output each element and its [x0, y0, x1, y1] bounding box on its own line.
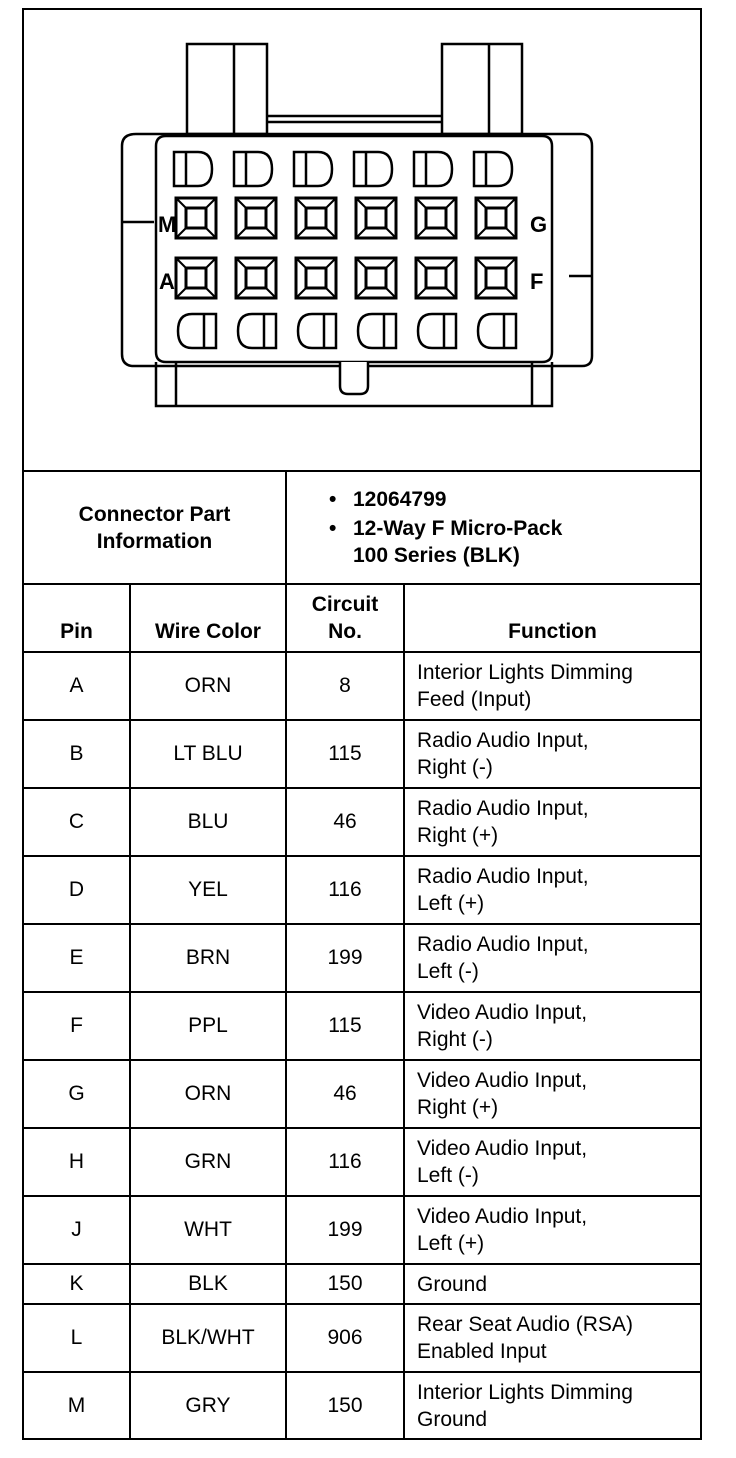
terminal-cavity — [178, 314, 216, 348]
wire-color-cell: BLK — [130, 1264, 286, 1304]
pin-cell: M — [24, 1372, 130, 1438]
wire-color-cell: GRY — [130, 1372, 286, 1438]
function-line: Left (+) — [417, 1232, 485, 1255]
pin-cell: J — [24, 1196, 130, 1264]
function-line: Ground — [417, 1407, 488, 1431]
table-row — [24, 856, 700, 924]
header-wire-color: Wire Color — [130, 584, 286, 652]
header-circuit-no: Circuit No. — [286, 584, 404, 652]
function-line: Ground — [417, 1272, 488, 1296]
function-line: Right (-) — [417, 756, 493, 779]
function-line: Video Audio Input, — [417, 1001, 588, 1024]
function-cell — [404, 856, 700, 924]
function-cell — [404, 1196, 700, 1264]
wire-color-cell: BLK/WHT — [130, 1304, 286, 1372]
connector-part-info-row — [24, 472, 700, 584]
circuit-cell: 199 — [286, 1196, 404, 1264]
table-row — [24, 1196, 700, 1264]
function-line: Radio Audio Input, — [417, 865, 589, 888]
circuit-cell: 115 — [286, 720, 404, 788]
circuit-cell: 46 — [286, 1060, 404, 1128]
wire-color-cell: WHT — [130, 1196, 286, 1264]
function-line: Left (-) — [417, 1164, 479, 1187]
pin-label-m: M — [158, 212, 177, 237]
circuit-cell: 116 — [286, 1128, 404, 1196]
pin-label-a: A — [159, 269, 175, 294]
terminal-cavity — [358, 314, 396, 348]
function-cell — [404, 1304, 700, 1372]
terminal-cavity — [234, 152, 272, 186]
table-row — [24, 924, 700, 992]
circuit-cell: 150 — [286, 1372, 404, 1438]
pin-cell: C — [24, 788, 130, 856]
circuit-cell: 199 — [286, 924, 404, 992]
wire-color-cell: ORN — [130, 652, 286, 720]
connector-skirt — [156, 362, 552, 406]
pin-label-g: G — [530, 212, 548, 237]
function-line: Right (+) — [417, 1096, 499, 1119]
table-row — [24, 720, 700, 788]
function-line: Radio Audio Input, — [417, 933, 589, 956]
connector-part-info-label: Connector Part Information — [24, 472, 286, 584]
pinout-table — [24, 472, 700, 1438]
pin-cell: H — [24, 1128, 130, 1196]
terminal-cavity — [474, 152, 512, 186]
connector-part-info-list — [286, 472, 700, 584]
function-line: Right (-) — [417, 1028, 493, 1051]
table-row — [24, 788, 700, 856]
function-line: Video Audio Input, — [417, 1205, 588, 1228]
wire-color-cell: GRN — [130, 1128, 286, 1196]
circuit-cell: 46 — [286, 788, 404, 856]
table-row — [24, 1060, 700, 1128]
wire-color-cell: LT BLU — [130, 720, 286, 788]
table-row — [24, 1372, 700, 1438]
function-line: Video Audio Input, — [417, 1069, 588, 1092]
function-cell — [404, 788, 700, 856]
terminal-cavity — [298, 314, 336, 348]
function-line: Left (-) — [417, 960, 479, 983]
function-line: Radio Audio Input, — [417, 729, 589, 752]
connector-sheet — [22, 8, 702, 1440]
latch-posts — [187, 44, 522, 134]
table-row — [24, 652, 700, 720]
function-line: Interior Lights Dimming — [417, 1380, 633, 1404]
table-row — [24, 1128, 700, 1196]
wire-color-cell: PPL — [130, 992, 286, 1060]
function-line: Feed (Input) — [417, 688, 532, 711]
function-line: Rear Seat Audio (RSA) — [417, 1313, 633, 1336]
function-cell — [404, 720, 700, 788]
function-cell — [404, 1128, 700, 1196]
pin-cell: B — [24, 720, 130, 788]
function-line: Enabled Input — [417, 1340, 547, 1363]
part-number: • 12064799 — [333, 486, 700, 513]
connector-type: • 12-Way F Micro-Pack 100 Series (BLK) — [333, 515, 700, 569]
pin-cell: F — [24, 992, 130, 1060]
function-cell — [404, 652, 700, 720]
terminal-cavity — [418, 314, 456, 348]
function-line: Interior Lights Dimming — [417, 661, 633, 684]
terminal-cavity — [478, 314, 516, 348]
circuit-cell: 906 — [286, 1304, 404, 1372]
pin-cell: E — [24, 924, 130, 992]
wire-color-cell: ORN — [130, 1060, 286, 1128]
terminal-cavity — [294, 152, 332, 186]
connector-face-drawing — [24, 10, 700, 470]
function-line: Video Audio Input, — [417, 1137, 588, 1160]
circuit-cell: 116 — [286, 856, 404, 924]
wire-color-cell: BLU — [130, 788, 286, 856]
table-row — [24, 1264, 700, 1304]
terminal-cavity — [174, 152, 212, 186]
pin-cell: D — [24, 856, 130, 924]
function-line: Radio Audio Input, — [417, 797, 589, 820]
pin-rows — [24, 652, 700, 1438]
wire-color-cell: BRN — [130, 924, 286, 992]
function-line: Right (+) — [417, 824, 499, 847]
function-line: Left (+) — [417, 892, 485, 915]
table-row — [24, 1304, 700, 1372]
wire-color-cell: YEL — [130, 856, 286, 924]
terminal-cavity — [238, 314, 276, 348]
circuit-cell: 8 — [286, 652, 404, 720]
terminal-cavity — [354, 152, 392, 186]
terminal-cavity — [414, 152, 452, 186]
table-row — [24, 992, 700, 1060]
function-cell — [404, 992, 700, 1060]
header-pin: Pin — [24, 584, 130, 652]
connector-diagram — [24, 10, 700, 472]
function-cell — [404, 1372, 700, 1438]
function-cell — [404, 924, 700, 992]
circuit-cell: 150 — [286, 1264, 404, 1304]
pin-cell: G — [24, 1060, 130, 1128]
pin-cell: L — [24, 1304, 130, 1372]
pin-cell: K — [24, 1264, 130, 1304]
function-cell — [404, 1264, 700, 1304]
table-header-row — [24, 584, 700, 652]
circuit-cell: 115 — [286, 992, 404, 1060]
pin-cell: A — [24, 652, 130, 720]
pin-label-f: F — [530, 269, 544, 294]
header-function: Function — [404, 584, 700, 652]
function-cell — [404, 1060, 700, 1128]
